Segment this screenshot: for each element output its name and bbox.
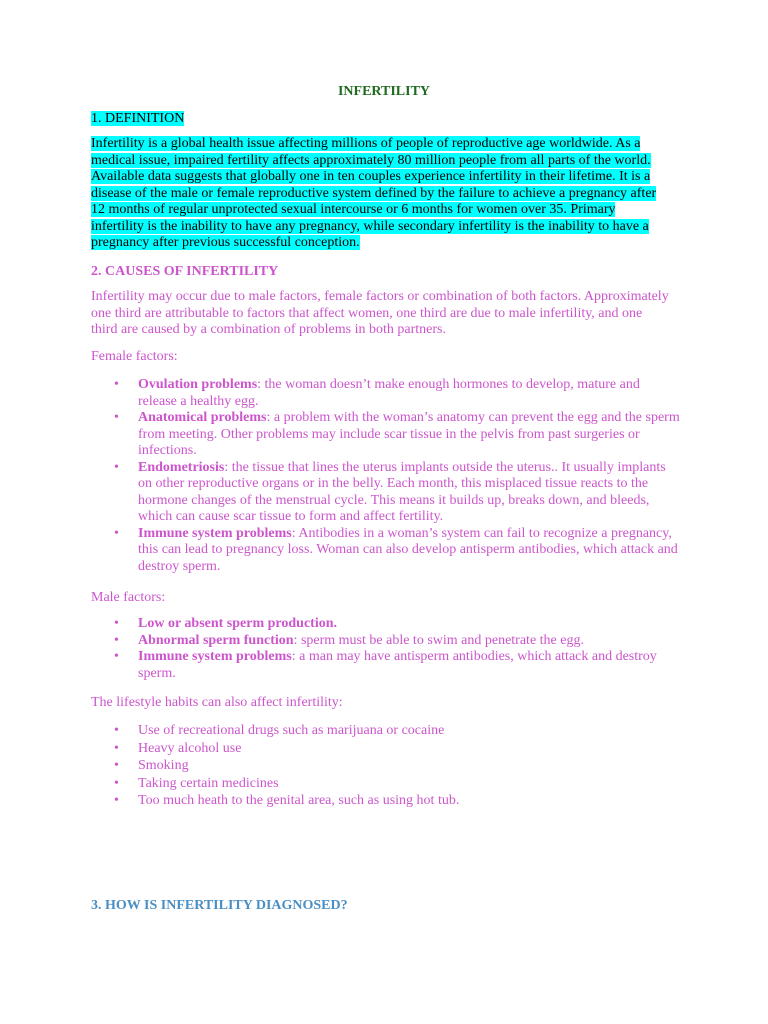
bullet-icon: •	[114, 775, 119, 791]
male-factors-list	[91, 616, 681, 682]
list-item	[91, 792, 681, 810]
list-item-text: Too much heath to the genital area, such as using hot tub.	[138, 793, 460, 809]
bullet-icon: •	[114, 616, 119, 631]
bullet-icon: •	[114, 723, 119, 738]
list-item-term: Immune system problems	[138, 525, 292, 541]
definition-text: Infertility is a global health issue affecting millions of people of reproductive age worldwide. As a medical issue, impaired fertility affects approximately 80 million people from all parts of the world. Available data suggests that globally one in ten couples experience infertility in their lifetime. It is a disease of the male or female reproductive system defined by the failure to achieve a pregnancy after 12 months of regular unprotected sexual intercourse or 6 months for women over 35. Primary infertility is the inability to have any pregnancy, while secondary infertility is the inability to have a pregnancy after previous successful conception.	[91, 136, 657, 250]
female-factors-label: Female factors:	[91, 349, 178, 364]
list-item-text: : Antibodies in a woman’s system can fail to recognize a pregnancy, this can lead to pregnancy loss. Woman can also develop antisperm antibodies, which attack and destroy sperm.	[138, 525, 678, 574]
bullet-icon: •	[114, 649, 119, 664]
female-factors-list	[91, 377, 681, 575]
list-item	[91, 633, 681, 650]
list-item	[91, 526, 681, 576]
bullet-icon: •	[114, 377, 119, 392]
list-item-text: : a man may have antisperm antibodies, which attack and destroy sperm.	[138, 649, 657, 681]
list-item-term: Abnormal sperm function	[138, 632, 294, 648]
list-item-term: Immune system problems	[138, 649, 292, 664]
bullet-icon: •	[114, 758, 119, 774]
list-item	[91, 757, 681, 775]
male-factors-label: Male factors:	[91, 590, 166, 605]
list-item	[91, 722, 681, 740]
bullet-icon: •	[114, 459, 119, 475]
list-item	[91, 377, 681, 410]
bullet-icon: •	[114, 410, 119, 425]
list-item-text: : sperm must be able to swim and penetrate the egg.	[293, 632, 584, 648]
section3-heading: 3. HOW IS INFERTILITY DIAGNOSED?	[91, 898, 348, 913]
definition-paragraph	[91, 136, 671, 252]
document-title: INFERTILITY	[337, 84, 431, 99]
list-item	[91, 775, 681, 793]
list-item	[91, 740, 681, 758]
list-item-term: Low or absent sperm production.	[138, 616, 338, 631]
list-item-term: Endometriosis	[138, 459, 225, 475]
section1-heading-text: 1. DEFINITION	[91, 111, 185, 126]
list-item-text: : the woman doesn’t make enough hormones to develop, mature and release a healthy egg.	[138, 377, 640, 409]
list-item-text: Taking certain medicines	[138, 775, 279, 791]
list-item-term: Anatomical problems	[138, 410, 267, 425]
list-item-text: : a problem with the woman’s anatomy can prevent the egg and the sperm from meeting. Other problems may include scar tissue in the pelvis from past surgeries or infections.	[138, 410, 680, 458]
lifestyle-label: The lifestyle habits can also affect infertility:	[91, 695, 343, 710]
causes-intro: Infertility may occur due to male factors, female factors or combination of both factors. Approximately one third are attributable to factors that affect women, one third are due to male infertility, and one third are caused by a combination of problems in both partners.	[91, 289, 669, 337]
list-item	[91, 616, 681, 633]
list-item	[91, 410, 681, 460]
list-item-text: Smoking	[138, 758, 189, 774]
list-item-term: Ovulation problems	[138, 377, 258, 392]
bullet-icon: •	[114, 740, 119, 756]
section1-heading	[91, 111, 184, 127]
lifestyle-list	[91, 722, 681, 810]
bullet-icon: •	[114, 632, 119, 648]
section2-heading: 2. CAUSES OF INFERTILITY	[91, 264, 279, 279]
list-item-text: Use of recreational drugs such as marijuana or cocaine	[138, 723, 445, 738]
bullet-icon: •	[114, 793, 119, 809]
list-item-text: : the tissue that lines the uterus implants outside the uterus.. It usually implants on other reproductive organs or in the belly. Each month, this misplaced tissue reacts to the hormone changes of the menstrual cycle. This means it builds up, breaks down, and bleeds, which can cause scar tissue to form and affect fertility.	[138, 459, 666, 524]
list-item-text: Heavy alcohol use	[138, 740, 242, 756]
bullet-icon: •	[114, 525, 119, 541]
list-item	[91, 460, 681, 526]
list-item	[91, 649, 681, 682]
